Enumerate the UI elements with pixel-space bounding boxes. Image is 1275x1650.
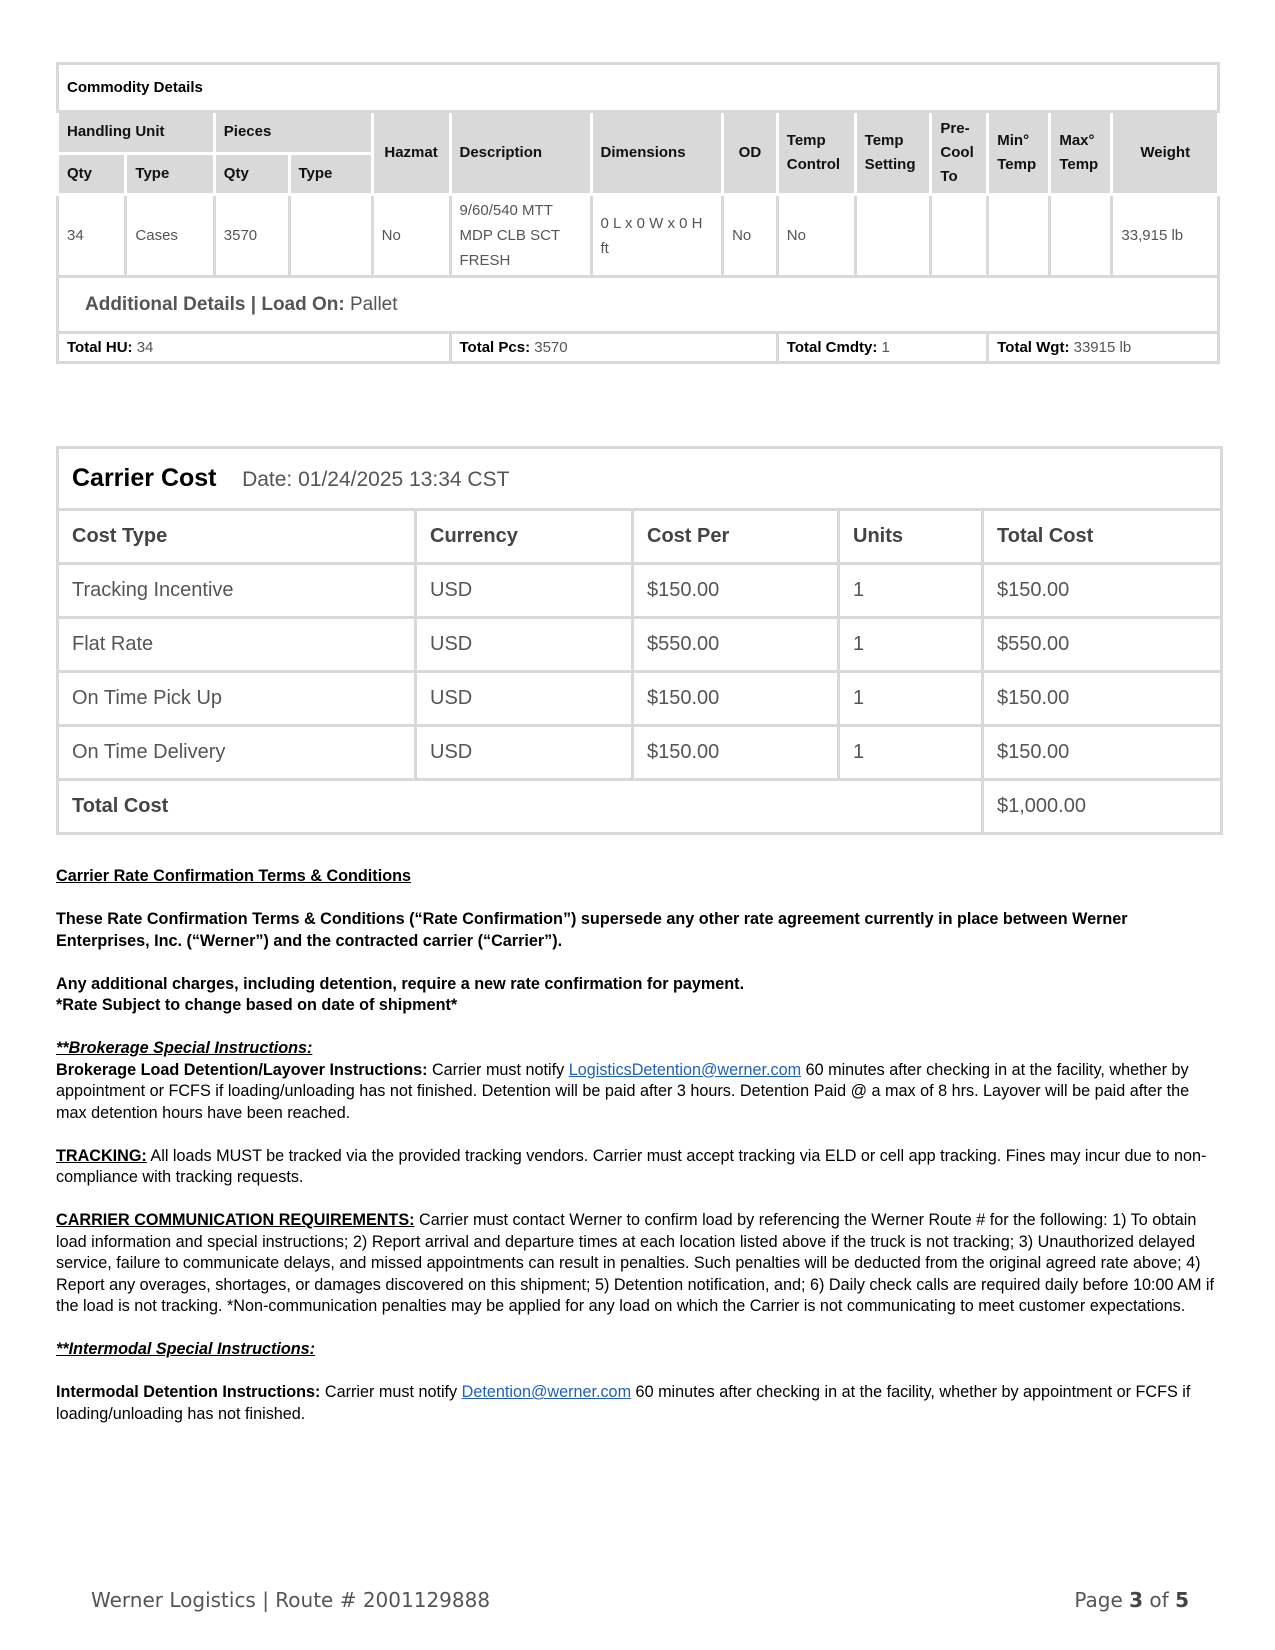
commodity-totals-row	[58, 333, 1219, 363]
cost-per-cell: $150.00	[633, 564, 839, 618]
brokerage-text-pre: Carrier must notify	[427, 1060, 569, 1079]
commodity-details-table	[56, 62, 1220, 364]
cost-per-cell: $150.00	[633, 726, 839, 780]
terms-heading: Carrier Rate Confirmation Terms & Conditions	[56, 867, 411, 885]
carrier-cost-date: Date: 01/24/2025 13:34 CST	[242, 468, 510, 491]
total-pcs-value: 3570	[534, 339, 568, 356]
dimensions-header: Dimensions	[591, 112, 723, 195]
intermodal-heading: **Intermodal Special Instructions:	[56, 1340, 316, 1358]
description-cell: 9/60/540 MTT MDP CLB SCT FRESH	[450, 195, 591, 277]
supersede-paragraph: These Rate Confirmation Terms & Conditions (“Rate Confirmation”) supersede any other rate agreement currently in place between Werner Enterprises, Inc. (“Werner”) and the contracted carrier (“Carrier”).	[56, 910, 1128, 950]
units-cell: 1	[839, 726, 983, 780]
total-pcs-label: Total Pcs:	[459, 339, 531, 356]
total-cost-header: Total Cost	[983, 510, 1222, 564]
description-header: Description	[450, 112, 591, 195]
carrier-cost-table	[56, 446, 1223, 835]
min-temp-header: Min° Temp	[988, 112, 1050, 195]
hazmat-cell: No	[372, 195, 450, 277]
cost-type-cell: Tracking Incentive	[58, 564, 416, 618]
commodity-details-title: Commodity Details	[58, 64, 1219, 112]
logistics-detention-email-link[interactable]: LogisticsDetention@werner.com	[568, 1060, 802, 1079]
cost-row	[58, 726, 1222, 780]
footer-route: Werner Logistics | Route # 2001129888	[91, 1588, 491, 1612]
carrier-cost-title: Carrier Cost	[72, 464, 217, 492]
intermodal-paragraph	[56, 1382, 1222, 1425]
cost-type-cell: Flat Rate	[58, 618, 416, 672]
total-cell: $150.00	[983, 672, 1222, 726]
total-cost-label: Total Cost	[58, 780, 983, 834]
cost-per-header: Cost Per	[633, 510, 839, 564]
intermodal-text-post: 60 minutes after checking in at the facility, whether by appointment or FCFS if loading/unloading has not finished.	[56, 1383, 1191, 1423]
footer-page-number	[1074, 1588, 1189, 1612]
handling-unit-header: Handling Unit	[58, 112, 215, 154]
cost-type-header: Cost Type	[58, 510, 416, 564]
cost-row	[58, 672, 1222, 726]
cost-row	[58, 618, 1222, 672]
pc-qty-header: Qty	[214, 153, 289, 195]
intermodal-text-pre: Carrier must notify	[320, 1383, 462, 1401]
temp-setting-cell	[855, 195, 931, 277]
currency-cell: USD	[416, 618, 633, 672]
pre-cool-to-cell	[931, 195, 988, 277]
max-temp-cell	[1050, 195, 1112, 277]
tracking-label: TRACKING:	[56, 1146, 147, 1165]
total-hu	[58, 333, 451, 363]
total-pcs	[450, 333, 777, 363]
currency-cell: USD	[416, 672, 633, 726]
temp-control-cell: No	[777, 195, 855, 277]
cost-column-headers	[58, 510, 1222, 564]
cost-type-cell: On Time Delivery	[58, 726, 416, 780]
total-cell: $150.00	[983, 564, 1222, 618]
cost-per-cell: $550.00	[633, 618, 839, 672]
intermodal-label: Intermodal Detention Instructions:	[56, 1383, 321, 1401]
hu-qty-header: Qty	[58, 153, 126, 195]
cost-type-cell: On Time Pick Up	[58, 672, 416, 726]
weight-cell: 33,915 lb	[1112, 195, 1219, 277]
communication-paragraph	[56, 1210, 1222, 1318]
cost-per-cell: $150.00	[633, 672, 839, 726]
total-cmdty-value: 1	[881, 339, 890, 356]
brokerage-paragraph	[56, 1060, 1222, 1125]
od-cell: No	[723, 195, 778, 277]
dimensions-cell: 0 L x 0 W x 0 H ft	[591, 195, 723, 277]
units-cell: 1	[839, 564, 983, 618]
total-hu-label: Total HU:	[67, 339, 133, 356]
brokerage-text-post: 60 minutes after checking in at the facility, whether by appointment or FCFS if loading/unloading has not finished. Detention will be paid after 3 hours. Detention Paid @ a max of 8 hrs. Layover will be paid after the max detention hours have been reached.	[56, 1060, 1190, 1122]
od-header: OD	[723, 112, 778, 195]
total-wgt-value: 33915 lb	[1073, 339, 1132, 356]
pc-type-cell	[289, 195, 372, 277]
pc-qty-cell: 3570	[214, 195, 289, 277]
communication-label: CARRIER COMMUNICATION REQUIREMENTS:	[56, 1211, 415, 1229]
rate-subject-text: *Rate Subject to change based on date of shipment*	[56, 996, 458, 1014]
min-temp-cell	[988, 195, 1050, 277]
currency-header: Currency	[416, 510, 633, 564]
page-prefix: Page	[1074, 1588, 1130, 1612]
hu-type-header: Type	[126, 153, 214, 195]
page-current: 3	[1129, 1588, 1144, 1612]
cost-row	[58, 564, 1222, 618]
carrier-cost-header	[58, 448, 1222, 510]
additional-details-label: Additional Details | Load On:	[85, 293, 345, 315]
hu-qty-cell: 34	[58, 195, 126, 277]
units-header: Units	[839, 510, 983, 564]
total-cmdty	[777, 333, 987, 363]
units-cell: 1	[839, 618, 983, 672]
page-mid: of	[1143, 1588, 1176, 1612]
additional-details	[58, 277, 1219, 333]
pc-type-header: Type	[289, 153, 372, 195]
total-hu-value: 34	[136, 339, 154, 356]
total-wgt	[988, 333, 1219, 363]
weight-header: Weight	[1112, 112, 1219, 195]
hazmat-header: Hazmat	[372, 112, 450, 195]
units-cell: 1	[839, 672, 983, 726]
additional-charges-text: Any additional charges, including detention, require a new rate confirmation for payment.	[56, 974, 745, 993]
page-total: 5	[1175, 1588, 1189, 1612]
total-cost-value: $1,000.00	[983, 780, 1222, 834]
currency-cell: USD	[416, 564, 633, 618]
total-cell: $550.00	[983, 618, 1222, 672]
max-temp-header: Max° Temp	[1050, 112, 1112, 195]
load-on-value: Pallet	[350, 293, 398, 315]
cost-total-row	[58, 780, 1222, 834]
hu-type-cell: Cases	[126, 195, 214, 277]
brokerage-label: Brokerage Load Detention/Layover Instructions:	[56, 1060, 428, 1079]
pre-cool-to-header: Pre-Cool To	[931, 112, 988, 195]
communication-text: Carrier must contact Werner to confirm load by referencing the Werner Route # for the following: 1) To obtain load information and special instructions; 2) Report arrival and departure times at each location listed above if the truck is not tracking; 3) Unauthorized delayed service, failure to communicate delays, and missed appointments can result in penalties. Such penalties will be deducted from the original agreed rate above; 4) Report any overages, shortages, or damages discovered on this shipment; 5) Detention notification, and; 6) Daily check calls are required daily before 10:00 AM if the load is not tracking. *Non-communication penalties may be applied for any load on which the Carrier is not communicating to meet customer expectations.	[56, 1211, 1215, 1315]
currency-cell: USD	[416, 726, 633, 780]
pieces-header: Pieces	[214, 112, 372, 154]
terms-section	[56, 866, 1222, 1425]
total-wgt-label: Total Wgt:	[997, 339, 1070, 356]
total-cell: $150.00	[983, 726, 1222, 780]
commodity-row	[58, 195, 1219, 277]
tracking-text: All loads MUST be tracked via the provided tracking vendors. Carrier must accept tracking via ELD or cell app tracking. Fines may incur due to non-compliance with tracking requests.	[56, 1146, 1207, 1186]
total-cmdty-label: Total Cmdty:	[786, 339, 878, 356]
temp-setting-header: Temp Setting	[855, 112, 931, 195]
tracking-paragraph	[56, 1146, 1222, 1189]
brokerage-heading: **Brokerage Special Instructions:	[56, 1039, 313, 1057]
temp-control-header: Temp Control	[777, 112, 855, 195]
detention-email-link[interactable]: Detention@werner.com	[461, 1383, 632, 1401]
